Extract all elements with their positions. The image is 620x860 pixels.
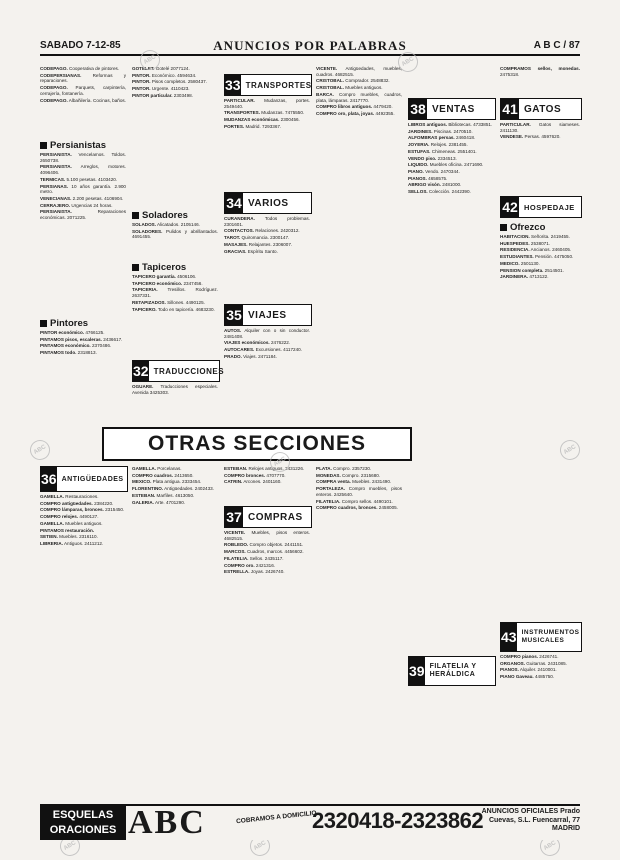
classified-ad: ESTRELLA. Joyas. 2426740. — [224, 569, 285, 575]
classified-ad: FLORENTINO. Antigüedades. 2402433. — [132, 486, 214, 492]
subhead-tapiceros: Tapiceros — [132, 262, 186, 273]
classified-ad: RETAPIZADOS. Sillones. 4490125. — [132, 299, 205, 305]
classified-ad: PINTOR particular. 2303498. — [132, 92, 193, 98]
classified-ad: TAPICERO económico. 2347456. — [132, 280, 203, 286]
classified-ad: SOLADORES. Pulidos y abrillantados. 4691455. — [132, 228, 218, 240]
classified-ad: COMPRO oro, plata, joyas. 4492355. — [316, 110, 395, 116]
column-6b — [500, 122, 580, 192]
column-2c — [132, 274, 218, 354]
subhead-pintores: Pintores — [40, 318, 88, 329]
classified-ad: MASAJES. Relajantes. 2306007. — [224, 241, 293, 247]
classified-ad: PIANOS. Alquiler. 2410001. — [500, 667, 557, 673]
classified-ad: TAPICERO garantía. 4506106. — [132, 274, 197, 279]
classified-ad: PIANO. Vendo. 2470344. — [408, 168, 460, 174]
column-1c — [40, 330, 126, 422]
classified-ad: MARCOS. Cuadros, marcos. 4456602. — [224, 549, 304, 555]
classified-ad: PINTOR. Pisos completos. 2580437. — [132, 79, 207, 85]
classified-ad: TAPICERO. Todo en tapicería. 4683230. — [132, 306, 215, 312]
classified-ad: COMPRAMOS sellos, monedas. 2475318. — [500, 66, 580, 77]
classified-ad: PINTAMOS pisos, escaleras. 2436617. — [40, 336, 123, 342]
column-6d — [500, 654, 580, 800]
subhead-persianistas: Persianistas — [40, 140, 106, 151]
classified-ad: COMPRO antigüedades. 2384220. — [40, 500, 114, 506]
classified-ad: PERSIANAS. 10 años garantía. 2.900 metro. — [40, 183, 126, 195]
abc-watermark-stamp: ABC — [26, 436, 53, 463]
section-36-antiguedades: 36 ANTIGÜEDADES — [40, 466, 128, 492]
classified-ad: CERRAJERO. Urgencias 24 horas. — [40, 202, 113, 208]
classified-ad: LIBRERIA. Antiguos. 2411212. — [40, 540, 104, 546]
column-7 — [40, 494, 126, 800]
classified-ad: ROBLEDO. Compro objetos. 2441151. — [224, 542, 304, 548]
abc-logo: ABC — [128, 804, 206, 841]
classified-ad: COMPRO libros antiguos. 4479420. — [316, 104, 393, 110]
page-folio: A B C / 87 — [533, 40, 580, 51]
abc-watermark-stamp: ABC — [556, 436, 583, 463]
classified-ad: GAMELLA. Porcelanas. — [132, 466, 182, 471]
classified-ad: PIANO Gaveau. 4485750. — [500, 674, 555, 680]
classified-ad: COMPRO pianos. 2426741. — [500, 654, 559, 659]
classified-ad: FILATELIA. Sellos. 2435117. — [224, 555, 284, 561]
classified-ad: CODEPAGO. Albañilería. Cocinas, baños. — [40, 97, 126, 103]
esquelas-label: ESQUELAS ORACIONES — [40, 806, 126, 840]
section-39-filatelia: 39 FILATELIA Y HERÁLDICA — [408, 656, 496, 686]
classified-ad: PERSIANISTA. Vencelamos. Toldos. 2650738. — [40, 152, 126, 163]
classified-ad: PINTOR económico. 4766125. — [40, 330, 105, 335]
abc-watermark-stamp: ABC — [394, 48, 421, 75]
classified-ad: PINTAMOS económico. 2370486. — [40, 343, 112, 349]
classified-ad: VENDO piso. 2334513. — [408, 155, 457, 161]
classified-ad: AUTOS. Alquiler con o sin conductor. 2481408. — [224, 328, 310, 339]
classified-ad: TAPICERIA. Tresillos. Rodríguez. 2637331. — [132, 287, 218, 299]
otras-secciones-banner: OTRAS SECCIONES — [102, 427, 412, 461]
classified-ad: COMPRO oro. 2421316. — [224, 562, 276, 568]
classified-ad: ESTEBAN. Marfiles. 4613050. — [132, 492, 195, 498]
classified-ad: HUESPEDES. 2538071. — [500, 240, 551, 246]
classified-ad: PINTOR. Urgente. 4110423. — [132, 86, 190, 92]
classified-ad: ESTUDIANTES. Pensión. 4475050. — [500, 254, 574, 260]
classified-ad: OGUARE. Traducciones especiales. Avenida 3425303. — [132, 384, 218, 395]
classified-ad: LIBROS antiguos. Bibliotecas. 4733851. — [408, 122, 493, 127]
classified-ad: VENECIANAS. 2.200 pesetas. 4106904. — [40, 195, 124, 201]
section-37-compras: 37 COMPRAS — [224, 506, 312, 528]
abc-watermark-stamp: ABC — [136, 46, 163, 73]
classified-ad: ESTEBAN. Relojes antiguos. 2431226. — [224, 466, 305, 471]
classified-ad: PARTICULAR. Gatos siameses. 2411130. — [500, 122, 580, 133]
classified-ad: ESTUFAS. Chimeneas. 2551401. — [408, 148, 477, 154]
classified-ad: PERSIANISTA. Arreglos, motores. 4096406. — [40, 164, 126, 176]
classified-ad: CODEPERSIANAS. Reformas y reparaciones. — [40, 72, 126, 84]
subhead-soladores: Soladores — [132, 210, 188, 221]
column-3 — [224, 98, 310, 188]
abc-watermark-stamp: ABC — [536, 832, 563, 859]
classified-ad: COMPRA venta. Muebles. 2431490. — [316, 479, 392, 485]
page-header — [40, 38, 580, 56]
classified-ad: JARDINES. Piscinas. 2470510. — [408, 128, 473, 134]
section-41-gatos: 41 GATOS — [500, 98, 582, 120]
section-42-hospedaje: 42 HOSPEDAJE — [500, 196, 582, 218]
column-6c — [500, 234, 580, 616]
column-6 — [500, 66, 580, 94]
classified-ad: GALERIA. Arte. 4701290. — [132, 499, 186, 505]
classified-ad: COMPRO lámparas, bronces. 2315450. — [40, 507, 125, 513]
classified-ad: TAROT. Quiromancia. 2300147. — [224, 235, 290, 241]
classified-ad: HABITACION. Señorita. 2419455. — [500, 234, 570, 239]
section-38-ventas: 38 VENTAS — [408, 98, 496, 120]
classified-ad: PRADO. Viajes. 2471184. — [224, 353, 277, 359]
classified-ad: CRISTOBAL. Comprador. 2548832. — [316, 78, 390, 84]
footer-advert — [40, 804, 580, 840]
column-1b — [40, 152, 126, 314]
classified-ad: PORTES. Madrid. 7293367. — [224, 123, 282, 129]
classified-ad: LIQUIDO. Muebles oficina. 2471690. — [408, 162, 484, 168]
classified-ad: PERSIANISTA. Reparaciones económicas. 2071225. — [40, 209, 126, 221]
subhead-ofrezco: Ofrezco — [500, 222, 545, 233]
section-32-traducciones: 32 TRADUCCIONES — [132, 360, 220, 382]
classified-ad: SELLOS. Colección. 2442390. — [408, 189, 471, 195]
column-5 — [408, 66, 494, 94]
classified-ad: SOLADOS. Alicatados. 2105146. — [132, 222, 200, 227]
phone-numbers: 2320418-2323862 — [312, 808, 484, 833]
column-4b — [316, 466, 402, 800]
classified-ad: MEXICO. Plata antigua. 2333454. — [132, 479, 202, 485]
classified-ad: RESIDENCIA. Ancianos. 2460405. — [500, 247, 572, 253]
classified-ad: CONTACTOS. Relaciones. 2420312. — [224, 228, 300, 234]
anuncios-oficiales-label: ANUNCIOS OFICIALES Prado Cuevas, S.L. Fuencarral, 77 MADRID — [481, 808, 580, 832]
classified-ad: CATRIN. Arcones. 2401160. — [224, 479, 282, 485]
classified-ad: TERMICAS. 5.100 pesetas. 4103420. — [40, 176, 118, 182]
classified-ad: GOTELET. Gotelé 2077124. — [132, 66, 190, 71]
classified-ad: VICENTE. Muebles, pisos enteros. 4682515. — [224, 530, 310, 541]
page-title: ANUNCIOS POR PALABRAS — [213, 38, 407, 53]
classified-ad: CURANDERA. Todos problemas. 2301601. — [224, 216, 310, 227]
classified-ad: GAMELLA. Restauraciones. — [40, 494, 99, 499]
classified-ad: PINTOR. Económico. 4594634. — [132, 72, 197, 78]
classified-ad: PINTAMOS restauración. — [40, 527, 95, 533]
classified-ad: SETIEN. Muebles. 2316110. — [40, 534, 98, 540]
classified-ad: COMPRO relojes. 4490127. — [40, 514, 99, 520]
classified-ad: COMPRO cuadros. 2413650. — [132, 472, 194, 478]
classified-ad: MONEDAS. Compro. 2315680. — [316, 472, 381, 478]
abc-watermark-stamp: ABC — [56, 832, 83, 859]
classified-ad: JARDINERA. 4713122. — [500, 274, 549, 280]
column-2b — [132, 222, 218, 258]
column-3c — [224, 328, 310, 420]
column-9 — [224, 466, 310, 502]
column-5b — [408, 122, 494, 652]
column-2d — [132, 384, 218, 420]
classified-ad: CRISTOBAL. Muebles antiguos. — [316, 85, 383, 91]
column-3b — [224, 216, 310, 300]
classified-ad: VENDESE. Persas. 4597620. — [500, 134, 561, 140]
column-8 — [132, 466, 218, 800]
classified-ad: COMPRO bronces. 4707770. — [224, 472, 286, 478]
abc-watermark-stamp: ABC — [246, 832, 273, 859]
column-4 — [316, 66, 402, 422]
classified-ad: VICENTE. Antigüedades, muebles, cuadros. 4682515. — [316, 66, 402, 77]
issue-date: SABADO 7-12-85 — [40, 40, 121, 51]
classified-ad: JOYERIA. Relojes. 2381455. — [408, 142, 468, 148]
classified-ad: GAMELLA. Muebles antiguos. — [40, 520, 103, 526]
classified-ad: PORTALEZA. Compro muebles, pisos enteros. 2425640. — [316, 486, 402, 497]
classified-ad: GRACIAS. Espíritu Santo. — [224, 248, 278, 254]
classified-ad: BARCA. Compro muebles, cuadros, plata, lámparas. 2417770. — [316, 91, 402, 103]
abc-watermark-stamp: ABC — [266, 448, 293, 475]
classified-ad: CODEPAGO. Cooperativa de pintores. — [40, 66, 120, 71]
section-34-varios: 34 VARIOS — [224, 192, 312, 214]
classified-ad: FILATELIA. Compro sellos. 4490101. — [316, 498, 393, 504]
classified-ad: COMPRO cuadros, bronces. 2458005. — [316, 505, 398, 511]
classified-ad: MUDANZAS económicas. 2300456. — [224, 117, 300, 123]
classified-ad: PARTICULAR. Mudanzas, portes. 2549440. — [224, 98, 310, 109]
classified-ad: MEDICO. 2501130. — [500, 260, 540, 266]
column-2 — [132, 66, 218, 206]
classified-ad: ORGANOS. Guitarras. 2431085. — [500, 660, 567, 666]
classified-ad: PINTAMOS todo. 2318813. — [40, 350, 97, 356]
section-35-viajes: 35 VIAJES — [224, 304, 312, 326]
column-9b — [224, 530, 310, 800]
section-43-instrumentos: 43 INSTRUMENTOS MUSICALES — [500, 622, 582, 652]
cobramos-label: COBRAMOS A DOMICILIO — [235, 809, 317, 826]
classified-ad: TRANSPORTES. Mudanzas. 7475550. — [224, 110, 305, 116]
classified-ad: PLATA. Compro. 2357230. — [316, 466, 372, 471]
classified-ad: ABRIGO visón. 2481000. — [408, 182, 462, 188]
column-1 — [40, 66, 126, 138]
classified-ad: AUTOCARES. Excursiones. 4117240. — [224, 347, 302, 353]
classified-ad: ALFOMBRAS persas. 2460418. — [408, 135, 476, 141]
classified-ad: PIANOS. 4658575. — [408, 175, 448, 181]
classified-ad: CODEPAGO. Parquets, carpintería, cerrajería, fontanería. — [40, 85, 126, 96]
classified-ad: VIAJES económicos. 2476222. — [224, 340, 291, 346]
classified-ad: PENSION completa. 2514501. — [500, 267, 564, 273]
section-33-transportes: 33 TRANSPORTES — [224, 74, 312, 96]
